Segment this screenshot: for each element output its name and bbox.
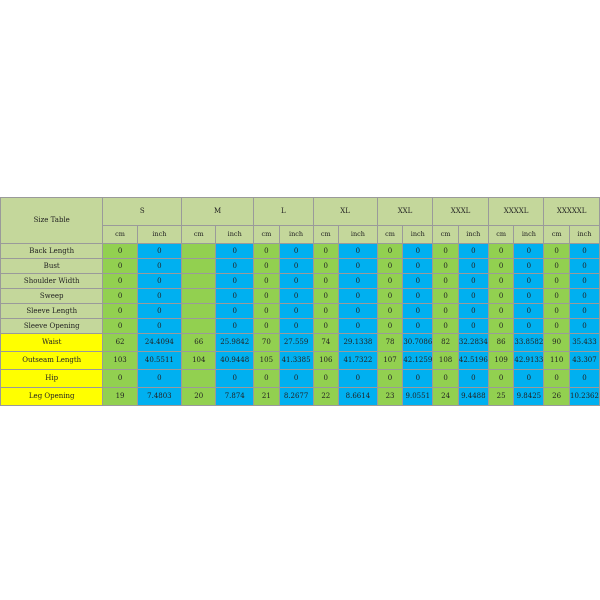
cell-cm: 0 (544, 319, 570, 334)
cell-cm: 23 (377, 388, 403, 406)
table-row (1, 370, 600, 388)
cell-inch: 42.1259 (403, 352, 433, 370)
table-row (1, 289, 600, 304)
cell-inch: 10.2362 (569, 388, 599, 406)
cell-cm: 0 (254, 274, 280, 289)
cell-cm: 0 (313, 289, 339, 304)
cell-cm: 110 (544, 352, 570, 370)
cell-inch: 9.8425 (514, 388, 544, 406)
cell-cm: 0 (103, 259, 137, 274)
row-label: Leg Opening (1, 388, 103, 406)
cell-cm: 105 (254, 352, 280, 370)
cell-inch: 0 (216, 289, 254, 304)
cell-inch: 0 (569, 319, 599, 334)
cell-cm: 104 (182, 352, 216, 370)
unit-header-cm: cm (254, 226, 280, 244)
cell-inch: 0 (403, 304, 433, 319)
cell-cm (182, 274, 216, 289)
cell-cm: 20 (182, 388, 216, 406)
cell-cm: 0 (254, 259, 280, 274)
unit-header-cm: cm (377, 226, 403, 244)
cell-inch: 0 (216, 370, 254, 388)
cell-cm: 22 (313, 388, 339, 406)
cell-cm (182, 304, 216, 319)
cell-inch: 0 (339, 274, 378, 289)
cell-cm: 70 (254, 334, 280, 352)
row-label: Shoulder Width (1, 274, 103, 289)
cell-inch: 0 (569, 274, 599, 289)
cell-cm: 90 (544, 334, 570, 352)
unit-header-inch: inch (137, 226, 181, 244)
cell-cm: 0 (377, 259, 403, 274)
cell-cm: 0 (103, 274, 137, 289)
cell-inch: 43.307 (569, 352, 599, 370)
size-header-xl: XL (313, 198, 377, 226)
table-row (1, 244, 600, 259)
cell-cm: 103 (103, 352, 137, 370)
cell-cm: 0 (313, 370, 339, 388)
cell-inch: 0 (403, 370, 433, 388)
unit-header-cm: cm (182, 226, 216, 244)
cell-cm: 0 (103, 289, 137, 304)
cell-cm: 0 (103, 319, 137, 334)
cell-cm: 108 (433, 352, 459, 370)
cell-cm: 24 (433, 388, 459, 406)
cell-cm: 86 (488, 334, 514, 352)
cell-cm: 0 (544, 259, 570, 274)
cell-inch: 0 (339, 370, 378, 388)
cell-inch: 0 (403, 289, 433, 304)
cell-cm: 0 (488, 370, 514, 388)
cell-inch: 0 (514, 370, 544, 388)
unit-header-cm: cm (488, 226, 514, 244)
row-label: Sleeve Opening (1, 319, 103, 334)
cell-cm: 0 (488, 304, 514, 319)
cell-cm: 19 (103, 388, 137, 406)
cell-inch: 0 (403, 319, 433, 334)
cell-inch: 0 (514, 259, 544, 274)
cell-inch: 0 (458, 304, 488, 319)
cell-inch: 0 (137, 259, 181, 274)
cell-cm: 0 (488, 289, 514, 304)
cell-inch: 0 (279, 274, 313, 289)
cell-inch: 0 (339, 259, 378, 274)
cell-cm: 109 (488, 352, 514, 370)
cell-inch: 7.874 (216, 388, 254, 406)
cell-cm: 0 (313, 274, 339, 289)
cell-cm (182, 370, 216, 388)
cell-cm: 0 (254, 289, 280, 304)
cell-inch: 32.2834 (458, 334, 488, 352)
cell-inch: 0 (514, 319, 544, 334)
cell-inch: 0 (569, 370, 599, 388)
cell-cm: 0 (433, 370, 459, 388)
cell-cm: 0 (488, 244, 514, 259)
cell-cm: 0 (377, 244, 403, 259)
cell-inch: 0 (569, 244, 599, 259)
cell-inch: 0 (458, 259, 488, 274)
cell-cm: 0 (488, 259, 514, 274)
cell-inch: 0 (279, 289, 313, 304)
cell-cm: 0 (433, 274, 459, 289)
cell-inch: 0 (279, 319, 313, 334)
cell-cm (182, 289, 216, 304)
cell-cm: 107 (377, 352, 403, 370)
row-label: Sweep (1, 289, 103, 304)
cell-inch: 29.1338 (339, 334, 378, 352)
cell-inch: 0 (339, 319, 378, 334)
cell-inch: 27.559 (279, 334, 313, 352)
table-row (1, 352, 600, 370)
unit-header-inch: inch (569, 226, 599, 244)
cell-inch: 0 (514, 289, 544, 304)
cell-inch: 8.6614 (339, 388, 378, 406)
cell-cm: 0 (377, 319, 403, 334)
cell-cm: 0 (544, 304, 570, 319)
size-header-m: M (182, 198, 254, 226)
cell-cm: 0 (488, 319, 514, 334)
cell-cm: 26 (544, 388, 570, 406)
table-row (1, 388, 600, 406)
unit-header-inch: inch (458, 226, 488, 244)
cell-inch: 35.433 (569, 334, 599, 352)
cell-cm: 0 (254, 244, 280, 259)
cell-inch: 0 (339, 289, 378, 304)
cell-inch: 0 (137, 370, 181, 388)
cell-cm: 0 (377, 304, 403, 319)
cell-cm: 25 (488, 388, 514, 406)
cell-inch: 0 (137, 274, 181, 289)
cell-inch: 0 (458, 370, 488, 388)
cell-inch: 0 (279, 304, 313, 319)
cell-inch: 0 (458, 274, 488, 289)
cell-cm: 0 (433, 289, 459, 304)
table-row (1, 334, 600, 352)
cell-inch: 7.4803 (137, 388, 181, 406)
cell-inch: 0 (137, 319, 181, 334)
cell-inch: 0 (279, 244, 313, 259)
cell-cm: 0 (544, 244, 570, 259)
row-label: Bust (1, 259, 103, 274)
cell-inch: 25.9842 (216, 334, 254, 352)
row-label: Hip (1, 370, 103, 388)
row-label: Outseam Length (1, 352, 103, 370)
cell-cm: 0 (488, 274, 514, 289)
cell-cm: 0 (313, 259, 339, 274)
cell-inch: 0 (216, 259, 254, 274)
cell-cm: 0 (433, 304, 459, 319)
size-header-xxxxl: XXXXL (488, 198, 544, 226)
cell-inch: 41.7322 (339, 352, 378, 370)
cell-cm (182, 319, 216, 334)
unit-header-inch: inch (216, 226, 254, 244)
cell-inch: 0 (279, 370, 313, 388)
cell-cm: 62 (103, 334, 137, 352)
size-header-xxxl: XXXL (433, 198, 489, 226)
cell-cm: 78 (377, 334, 403, 352)
cell-inch: 41.3385 (279, 352, 313, 370)
cell-inch: 0 (279, 259, 313, 274)
cell-cm: 0 (254, 370, 280, 388)
cell-cm (182, 244, 216, 259)
cell-cm: 0 (313, 244, 339, 259)
cell-inch: 0 (137, 304, 181, 319)
cell-inch: 30.7086 (403, 334, 433, 352)
cell-cm: 82 (433, 334, 459, 352)
unit-header-cm: cm (103, 226, 137, 244)
row-label: Back Length (1, 244, 103, 259)
cell-inch: 33.8582 (514, 334, 544, 352)
cell-inch: 9.0551 (403, 388, 433, 406)
cell-cm: 0 (433, 259, 459, 274)
cell-inch: 0 (403, 259, 433, 274)
cell-inch: 0 (216, 244, 254, 259)
size-table (0, 197, 600, 406)
cell-cm: 0 (544, 370, 570, 388)
cell-cm: 0 (433, 319, 459, 334)
cell-cm: 0 (377, 274, 403, 289)
size-header-xxxxxl: XXXXXL (544, 198, 600, 226)
cell-inch: 0 (514, 274, 544, 289)
cell-cm (182, 259, 216, 274)
size-header-s: S (103, 198, 182, 226)
cell-inch: 0 (137, 289, 181, 304)
cell-inch: 0 (569, 289, 599, 304)
cell-inch: 0 (216, 319, 254, 334)
cell-inch: 8.2677 (279, 388, 313, 406)
cell-cm: 21 (254, 388, 280, 406)
cell-inch: 42.5196 (458, 352, 488, 370)
cell-inch: 0 (458, 289, 488, 304)
cell-cm: 0 (544, 274, 570, 289)
cell-inch: 0 (458, 319, 488, 334)
cell-inch: 0 (514, 304, 544, 319)
unit-header-inch: inch (279, 226, 313, 244)
cell-inch: 0 (339, 244, 378, 259)
cell-cm: 0 (544, 289, 570, 304)
cell-cm: 0 (103, 244, 137, 259)
size-header-xxl: XXL (377, 198, 433, 226)
cell-inch: 40.9448 (216, 352, 254, 370)
cell-inch: 0 (458, 244, 488, 259)
cell-cm: 0 (254, 319, 280, 334)
unit-header-cm: cm (313, 226, 339, 244)
cell-inch: 0 (216, 304, 254, 319)
cell-cm: 0 (433, 244, 459, 259)
unit-header-inch: inch (339, 226, 378, 244)
cell-cm: 0 (377, 289, 403, 304)
table-row (1, 304, 600, 319)
cell-cm: 74 (313, 334, 339, 352)
cell-cm: 0 (313, 319, 339, 334)
cell-inch: 24.4094 (137, 334, 181, 352)
cell-inch: 9.4488 (458, 388, 488, 406)
row-label: Waist (1, 334, 103, 352)
table-row (1, 259, 600, 274)
cell-inch: 0 (339, 304, 378, 319)
size-header-l: L (254, 198, 313, 226)
cell-cm: 0 (103, 370, 137, 388)
cell-inch: 40.5511 (137, 352, 181, 370)
table-corner-label: Size Table (1, 198, 103, 244)
cell-inch: 42.9133 (514, 352, 544, 370)
cell-inch: 0 (403, 244, 433, 259)
row-label: Sleeve Length (1, 304, 103, 319)
cell-inch: 0 (216, 274, 254, 289)
unit-header-inch: inch (514, 226, 544, 244)
cell-cm: 0 (377, 370, 403, 388)
unit-header-cm: cm (544, 226, 570, 244)
cell-inch: 0 (403, 274, 433, 289)
cell-cm: 106 (313, 352, 339, 370)
cell-cm: 66 (182, 334, 216, 352)
table-row (1, 274, 600, 289)
cell-inch: 0 (569, 259, 599, 274)
unit-header-cm: cm (433, 226, 459, 244)
table-row (1, 319, 600, 334)
unit-header-inch: inch (403, 226, 433, 244)
cell-inch: 0 (137, 244, 181, 259)
cell-inch: 0 (569, 304, 599, 319)
cell-cm: 0 (254, 304, 280, 319)
cell-cm: 0 (313, 304, 339, 319)
cell-inch: 0 (514, 244, 544, 259)
cell-cm: 0 (103, 304, 137, 319)
